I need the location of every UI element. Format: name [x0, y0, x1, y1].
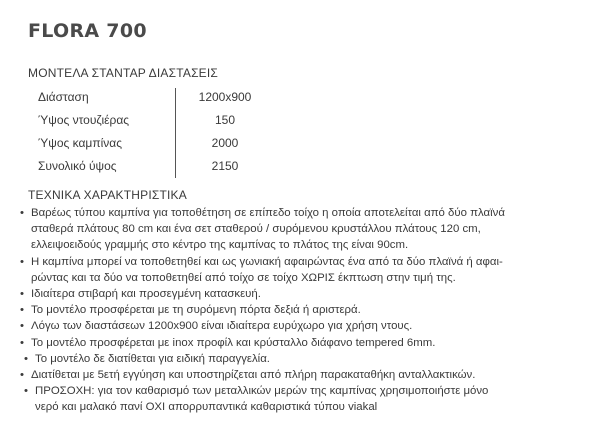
bullet-icon: • — [20, 255, 24, 268]
feature-item — [20, 286, 585, 302]
dimensions-heading: ΜΟΝΤΕΛΑ ΣΤΑΝΤΑΡ ΔΙΑΣΤΑΣΕΙΣ — [28, 66, 219, 80]
feature-text-line: ρώντας και τα δύο να τοποθετηθεί από τοίχο σε τοίχο ΧΩΡΙΣ έκπτωση στην τιμή της. — [31, 271, 456, 284]
feature-item — [20, 351, 585, 367]
bullet-icon: • — [20, 207, 24, 219]
dimension-value: 2000 — [211, 136, 239, 150]
dimension-label: Διάσταση — [38, 90, 89, 104]
feature-text-line: ΠΡΟΣΟΧΗ: για τον καθαρισμό των μεταλλικών μερών της καμπίνας χρησιμοποιήστε μόνο — [35, 385, 489, 398]
bullet-icon: • — [20, 304, 24, 317]
bullet-icon: • — [24, 352, 28, 365]
dimensions-row — [28, 86, 274, 109]
feature-text-line: Διατίθεται με 5ετή εγγύηση και υποστηρίζεται από πλήρη παρακαταθήκη ανταλλακτικών. — [31, 369, 476, 382]
product-title: FLORA 700 — [28, 20, 147, 42]
dimensions-row — [28, 155, 274, 178]
dimensions-table — [28, 86, 274, 178]
dimension-label: Συνολικό ύψος — [38, 159, 117, 173]
feature-text-line: Το μοντέλο προσφέρεται με τη συρόμενη πόρτα δεξιά ή αριστερά. — [31, 304, 361, 317]
feature-text-line: Λόγω των διαστάσεων 1200x900 είναι ιδιαίτερα ευρύχωρο για χρήση ντους. — [31, 320, 413, 333]
feature-item — [20, 318, 585, 334]
feature-item — [20, 383, 585, 415]
dimension-value: 1200x900 — [198, 90, 252, 104]
feature-item — [20, 335, 585, 351]
feature-text-line: Το μοντέλο προσφέρεται με inox προφίλ και κρύσταλλο διάφανο tempered 6mm. — [31, 336, 436, 349]
dimensions-divider — [175, 88, 176, 178]
feature-item — [20, 254, 585, 286]
dimension-label: Ύψος καμπίνας — [38, 136, 122, 150]
bullet-icon: • — [24, 385, 28, 398]
feature-item — [20, 367, 585, 383]
bullet-icon: • — [20, 336, 24, 349]
feature-item — [20, 302, 585, 318]
feature-text-line: ελλειψοειδούς γραμμής στο κέντρο της καμπίνας το πλάτος της είναι 90cm. — [31, 239, 409, 252]
bullet-icon: • — [20, 369, 24, 382]
feature-item — [20, 205, 585, 254]
feature-text-line: Ιδιαίτερα στιβαρή και προσεγμένη κατασκευή. — [31, 288, 261, 301]
dimension-value: 2150 — [211, 159, 239, 173]
feature-text-line: Το μοντέλο δε διατίθεται για ειδική παραγγελία. — [35, 352, 270, 365]
technical-heading: ΤΕΧΝΙΚΑ ΧΑΡΑΚΤΗΡΙΣΤΙΚΑ — [28, 188, 187, 202]
bullet-icon: • — [20, 320, 24, 333]
dimensions-row — [28, 109, 274, 132]
dimension-value: 150 — [214, 113, 236, 127]
features-list — [20, 205, 585, 416]
dimension-label: Ύψος ντουζιέρας — [38, 113, 130, 127]
feature-text-line: σταθερά πλάτους 80 cm και ένα σετ σταθερού / συρόμενου κρυστάλλου πλάτους 120 cm, — [31, 223, 481, 236]
feature-text-line: νερό και μαλακό πανί ΟΧΙ απορρυπαντικά καθαριστικά τύπου viakal — [35, 401, 378, 414]
feature-text-line: Η καμπίνα μπορεί να τοποθετηθεί και ως γωνιακή αφαιρώντας ένα από τα δύο πλαϊνά ή αφαι- — [31, 255, 503, 268]
feature-text-line: Βαρέως τύπου καμπίνα για τοποθέτηση σε επίπεδο τοίχο η οποία αποτελείται από δύο πλαϊνά — [31, 207, 505, 219]
bullet-icon: • — [20, 288, 24, 301]
dimensions-row — [28, 132, 274, 155]
